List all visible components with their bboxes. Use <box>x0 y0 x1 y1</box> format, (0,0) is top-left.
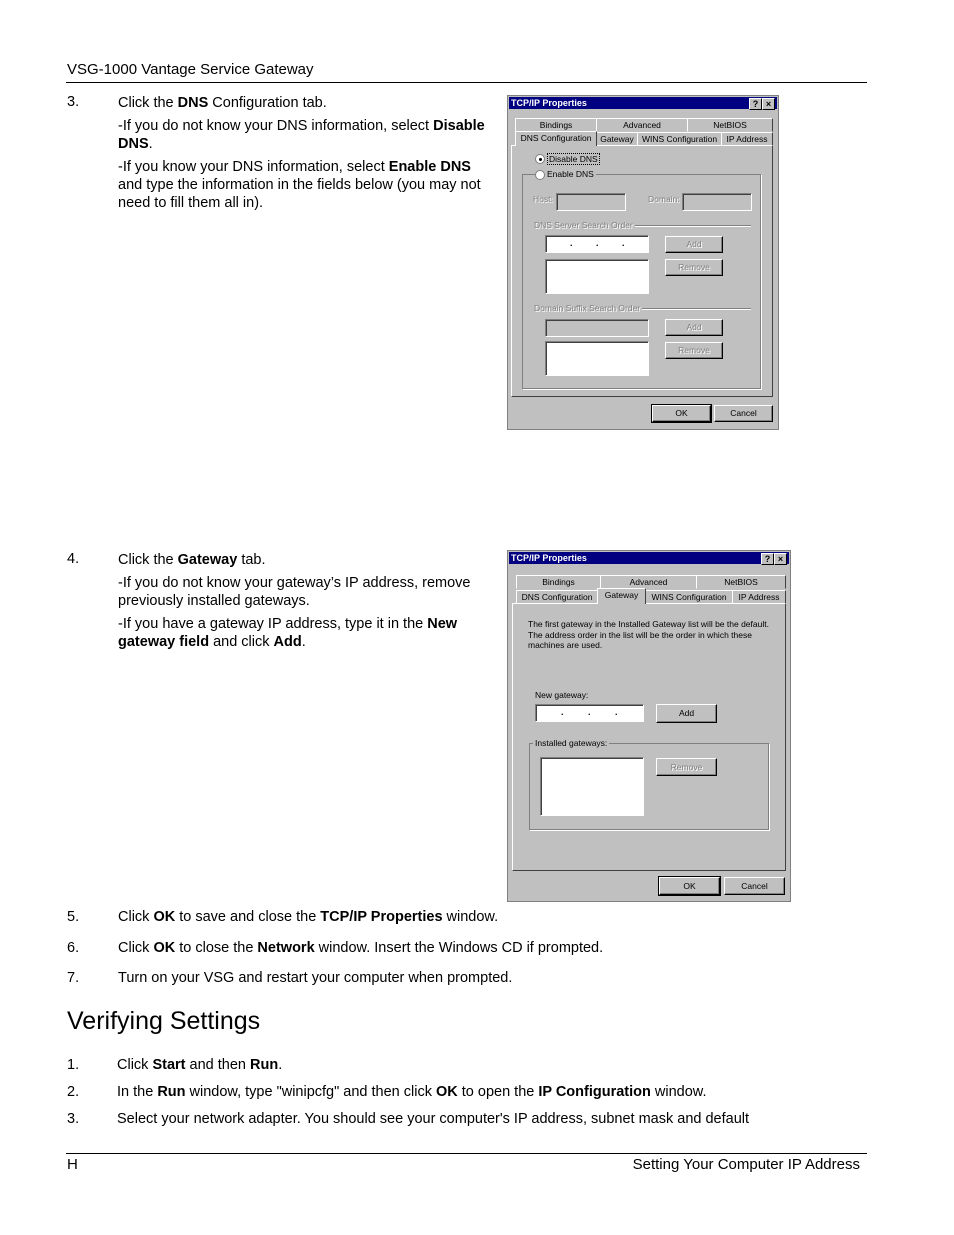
step-number: 4. <box>67 551 80 567</box>
host-input[interactable] <box>556 193 626 211</box>
close-icon[interactable]: × <box>762 98 775 110</box>
step-7-text: Turn on your VSG and restart your computer when prompted. <box>118 970 513 986</box>
ok-button[interactable]: OK <box>659 877 720 895</box>
header-rule <box>66 82 867 83</box>
step-6-text: Click OK to close the Network window. Insert the Windows CD if prompted. <box>118 940 604 956</box>
tab-wins-configuration[interactable]: WINS Configuration <box>637 132 722 146</box>
remove-gateway-button[interactable]: Remove <box>656 758 717 776</box>
step-number: 3. <box>67 94 80 110</box>
dns-remove-button[interactable]: Remove <box>665 259 723 276</box>
verify-step-1-text: Click Start and then Run. <box>117 1057 283 1073</box>
suffix-list[interactable] <box>545 341 649 376</box>
cancel-button[interactable]: Cancel <box>714 405 773 422</box>
verify-step-2-text: In the Run window, type "winipcfg" and then click OK to open the IP Configuration window. <box>117 1084 707 1100</box>
tab-gateway[interactable]: Gateway <box>596 132 638 146</box>
new-gateway-label: New gateway: <box>535 690 589 700</box>
step-number: 3. <box>67 1111 80 1127</box>
tab-dns-configuration[interactable]: DNS Configuration <box>516 590 598 604</box>
tcpip-gateway-dialog <box>507 550 791 902</box>
host-label: Host: <box>533 194 553 204</box>
tab-gateway[interactable]: Gateway <box>597 588 646 604</box>
step-4-text: Click the Gateway tab. -If you do not know your gateway’s IP address, remove previously installed gateways. -If you have a gateway IP address, type it in the New gateway field and click Add. <box>118 552 471 650</box>
suffix-add-button[interactable]: Add <box>665 319 723 336</box>
section-heading: Verifying Settings <box>67 1007 261 1035</box>
enable-dns-radio[interactable] <box>535 170 545 180</box>
domain-suffix-order-label: Domain Suffix Search Order <box>534 303 641 313</box>
help-icon[interactable]: ? <box>761 553 774 565</box>
step-5-text: Click OK to save and close the TCP/IP Properties window. <box>118 909 499 925</box>
disable-dns-label[interactable]: Disable DNS <box>549 154 598 164</box>
cancel-button[interactable]: Cancel <box>724 877 785 895</box>
step-number: 2. <box>67 1084 80 1100</box>
suffix-remove-button[interactable]: Remove <box>665 342 723 359</box>
help-icon[interactable]: ? <box>749 98 762 110</box>
dns-add-button[interactable]: Add <box>665 236 723 253</box>
step-number: 6. <box>67 940 80 956</box>
step-number: 7. <box>67 970 80 986</box>
new-gateway-input[interactable]: . . . <box>535 704 644 722</box>
dns-server-order-label: DNS Server Search Order <box>534 220 633 230</box>
installed-gateways-label: Installed gateways: <box>535 738 608 748</box>
step-3-text: Click the DNS Configuration tab. -If you do not know your DNS information, select Disable DNS. -If you know your DNS information, select Enable DNS and type the information in the fields below (you may not need to fill them all in). <box>118 95 485 211</box>
running-header: VSG-1000 Vantage Service Gateway <box>67 61 314 78</box>
tcpip-dns-dialog <box>507 95 779 430</box>
dns-server-list[interactable] <box>545 259 649 294</box>
tab-dns-configuration[interactable]: DNS Configuration <box>515 131 597 146</box>
dns-server-ip-input[interactable]: . . . <box>545 235 649 253</box>
footer-appendix-letter: H <box>67 1156 78 1173</box>
gateway-info-text: The first gateway in the Installed Gateway list will be the default. The address order in the list will be the order in which these machines are used. <box>528 619 769 650</box>
step-number: 5. <box>67 909 80 925</box>
tab-advanced[interactable]: Advanced <box>596 118 688 132</box>
ok-button[interactable]: OK <box>652 405 711 422</box>
add-gateway-button[interactable]: Add <box>656 704 717 723</box>
verify-step-3-text: Select your network adapter. You should see your computer's IP address, subnet mask and default <box>117 1111 750 1127</box>
dialog-title: TCP/IP Properties <box>511 553 587 563</box>
tab-ip-address[interactable]: IP Address <box>721 132 773 146</box>
domain-label: Domain: <box>648 194 680 204</box>
dialog-titlebar <box>509 552 789 564</box>
footer-chapter-title: Setting Your Computer IP Address <box>632 1156 860 1173</box>
dialog-title: TCP/IP Properties <box>511 98 587 108</box>
tab-wins-configuration[interactable]: WINS Configuration <box>645 590 733 604</box>
dialog-titlebar <box>509 97 777 109</box>
tab-netbios[interactable]: NetBIOS <box>687 118 773 132</box>
tab-advanced[interactable]: Advanced <box>600 575 697 589</box>
enable-dns-label[interactable]: Enable DNS <box>547 169 594 179</box>
installed-gateways-list[interactable] <box>540 757 644 816</box>
tab-ip-address[interactable]: IP Address <box>732 590 786 604</box>
tab-netbios[interactable]: NetBIOS <box>696 575 786 589</box>
domain-input[interactable] <box>682 193 752 211</box>
step-number: 1. <box>67 1057 80 1073</box>
tab-bindings[interactable]: Bindings <box>515 118 597 132</box>
disable-dns-radio[interactable] <box>535 154 545 164</box>
suffix-input[interactable] <box>545 319 649 337</box>
close-icon[interactable]: × <box>774 553 787 565</box>
footer-rule <box>66 1153 867 1154</box>
tab-bindings[interactable]: Bindings <box>516 575 601 589</box>
